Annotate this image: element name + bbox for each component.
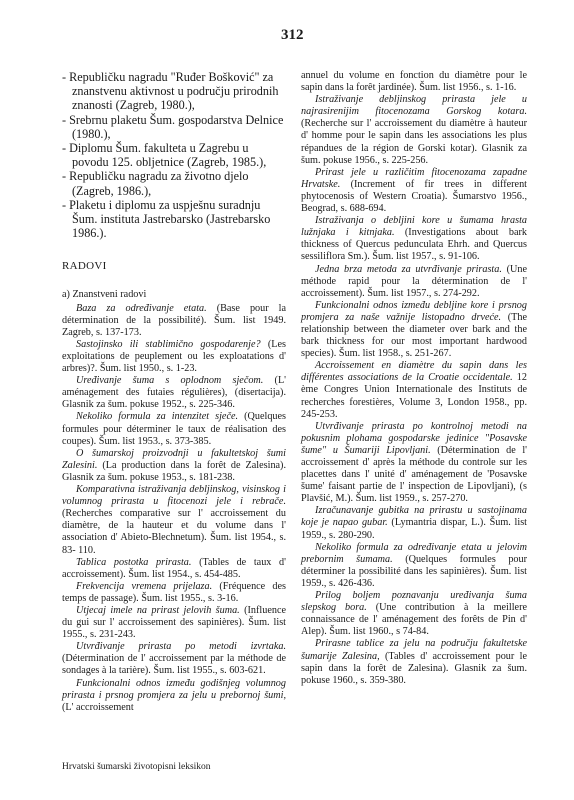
- bibliography-entry: [301, 300, 527, 360]
- award-item: - Plaketu i diplomu za uspješnu suradnju Šum. instituta Jastrebarsko (Jastrebarsko 1986.).: [62, 197, 271, 241]
- entry-title: O šumarskoj proizvodnji u fakultetskoj šumi Zalesini.: [62, 447, 286, 471]
- entry-details: (Une méthode rapid pour la détermination de l' accroissement). Šum. list 1957., s. 274-292.: [301, 263, 527, 299]
- left-column: [62, 70, 286, 714]
- entry-title: Istraživanje debljinskog prirasta jele u najrasirenijim fitocenozama Gorskog kotara.: [301, 94, 527, 118]
- bibliography-entry: [62, 411, 286, 447]
- award-item: - Republičku nagradu za životno djelo (Zagreb, 1986.),: [62, 169, 249, 198]
- award-item: - Diplomu Šum. fakulteta u Zagrebu u povodu 125. obljetnice (Zagreb, 1985.),: [62, 141, 267, 170]
- subsection-heading: a) Znanstveni radovi: [62, 288, 147, 300]
- right-bibliography: [301, 70, 527, 687]
- bibliography-entry: [62, 484, 286, 557]
- entry-title: Istraživanja o debljini kore u šumama hrasta lužnjaka i kitnjaka.: [301, 215, 527, 239]
- entry-details: (Quelques formules pour déterminer la possibilité dans les sapinières). Šum. list 1959., s. 426-436.: [301, 553, 527, 589]
- bibliography-entry: [62, 557, 286, 581]
- entry-title: Funkcionalni odnos između godišnjeg volumnog prirasta i prsnog promjera za jelu u prebornoj šumi,: [62, 677, 286, 701]
- entry-details: (Détermination de l' accroissement par la méthode de sondages à la tarière). Šum. list 1955., s. 603-621.: [62, 653, 286, 677]
- entry-details: (The relationship between the diameter over bark and the bark thickness for our most important hardwood species). Šum. list 1958., s. 251-267.: [301, 311, 527, 360]
- entry-details: (Increment of fir trees in different phytocenosis of Western Croatia). Šumarstvo 1956., Beograd, s. 688-694.: [301, 178, 527, 215]
- entry-title: Prirast jele u različitim fitocenozama zapadne Hrvatske.: [301, 166, 527, 190]
- bibliography-entry: [301, 70, 527, 94]
- entry-title: Jedna brza metoda za utvrđivanje prirasta.: [315, 263, 502, 275]
- entry-details: (L' aménagement des futaies régulières), (disertacija). Glasnik za šum. pokuse 1952., s. 225-346.: [62, 375, 287, 411]
- entry-title: Baza za određivanje etata.: [76, 302, 207, 314]
- entry-details: annuel du volume en fonction du diamètre pour le sapin dans la forêt jardinée). Šum. list 1956., s. 1-16.: [301, 70, 527, 94]
- section-heading: RADOVI: [62, 260, 107, 273]
- right-column: [301, 70, 527, 687]
- bibliography-entry: [301, 590, 527, 638]
- entry-title: Utvrđivanje prirasta po kontrolnoj metodi na pokusnim plohama gospodarske jedinice "Posavske šume" u Šumariji Lipovljani.: [301, 420, 527, 456]
- entry-details: (Influence du gui sur l' accroissement des sapinières). Šum. list 1955., s. 231-243.: [62, 604, 286, 641]
- entry-details: (Détermination de l' accroissement d' après la méthode du controle sur les placettes dans l' unité d' aménagement de 'Posavske šume' faisant partie de l' inspection de Lipovljani), (s Plavšić, M.). Šum. list 1959., s. 257-270.: [301, 444, 527, 505]
- entry-details: 12 ème Congres Union Internationale des Instituts de recherches forestières, Volume 3, London 1958., pp. 245-253.: [301, 372, 527, 420]
- entry-details: (Tables de taux d' accroissement). Šum. list 1954., s. 454-485.: [62, 556, 286, 580]
- entry-title: Nekoliko formula za intenzitet sječe.: [76, 411, 239, 423]
- entry-title: Frekvencija vremena prijelaza.: [76, 580, 213, 592]
- entry-title: Sastojinsko ili stablimično gospodarenje?: [76, 338, 261, 350]
- bibliography-entry: [301, 360, 527, 420]
- bibliography-entry: [301, 167, 527, 215]
- entry-title: Utjecaj imele na prirast jelovih šuma.: [76, 604, 240, 616]
- entry-title: Funkcionalni odnos između debljine kore i prsnog promjera za naše važnije listopadno drveće.: [301, 299, 527, 323]
- bibliography-entry: [301, 94, 527, 167]
- entry-title: Accroissement en diamètre du sapin dans les différentes associations de la Croatie occidentale.: [301, 360, 527, 384]
- entry-title: Uređivanje šuma s oplodnom sječom.: [76, 375, 264, 387]
- entry-details: (Recherches comparative sur l' accroissement du diamètre, de la hauteur et du volume dans l' association d' Abieto-Blechnetum). Šum. list 1954., s. 83- 110.: [62, 508, 286, 556]
- entry-title: Tablica postotka prirasta.: [76, 556, 192, 568]
- bibliography-entry: [62, 605, 286, 641]
- entry-details: (Base pour la détermination de la possibilité). Šum. list 1949. Zagreb, s. 137-173.: [62, 302, 286, 338]
- entry-title: Nekoliko formula za određivanje etata u jelovim prebornim šumama.: [301, 541, 527, 565]
- awards-list: [62, 70, 286, 240]
- bibliography-entry: [62, 303, 286, 339]
- bibliography-entry: [62, 678, 286, 714]
- entry-details: (L' accroissement: [62, 701, 134, 713]
- bibliography-entry: [62, 339, 286, 375]
- entry-title: Komparativna istraživanja debljinskog, visinskog i volumnog prirasta u fitocenozi jele i rebrače.: [62, 484, 286, 508]
- entry-details: (Les exploitations de peuplement ou les exploatations d' arbres)?. Šum. list 1950., s. 1-23.: [62, 338, 286, 375]
- entry-title: Utvrđivanje prirasta po metodi izvrtaka.: [76, 641, 286, 653]
- bibliography-entry: [301, 421, 527, 506]
- entry-details: (La production dans la forêt de Zalesina). Glasnik za šum. pokuse 1953., s. 181-238.: [62, 459, 286, 483]
- entry-details: (Investigations about bark thickness of Quercus pedunculata Ehrh. and Quercus sessiliflora Sm.). Šum. list 1957., s. 91-106.: [301, 227, 527, 263]
- entry-title: Prirasne tablice za jelu na području fakultetske šumarije Zalesina,: [301, 638, 527, 662]
- page-number: 312: [281, 27, 304, 43]
- entry-details: (Recherche sur l' accroissement du diamètre à hauteur d' homme pour le sapin dans les associations les plus répandues de la région de Gorski kotar). Glasnik za šum. pokuse 1956., s. 225-256.: [301, 118, 527, 166]
- entry-title: Prilog boljem poznavanju uređivanja šuma slepskog bora.: [301, 590, 527, 614]
- entry-title: Izračunavanje gubitka na prirastu u sastojinama koje je napao gubar.: [301, 505, 527, 529]
- left-bibliography: [62, 303, 286, 714]
- entry-details: (Lymantria dispar, L.). Šum. list 1959., s. 280-290.: [301, 517, 527, 541]
- footer-text: Hrvatski šumarski životopisni leksikon: [62, 762, 211, 772]
- bibliography-entry: [62, 641, 286, 677]
- bibliography-entry: [301, 542, 527, 590]
- entry-details: (Quelques formules pour déterminer le taux de réalisation des coupes). Šum. list 1953., s. 373-385.: [62, 411, 286, 447]
- award-item: - Republičku nagradu "Ruđer Bošković" za znanstvenu aktivnost u području prirodnih znanosti (Zagreb, 1980.),: [62, 70, 279, 113]
- bibliography-entry: [301, 215, 527, 263]
- bibliography-entry: [62, 581, 286, 605]
- bibliography-entry: [62, 448, 286, 484]
- entry-details: (Tables d' accroissement pour le sapin dans la forêt de Zalesina). Glasnik za šum. pokuse 1960., s. 359-380.: [301, 650, 527, 686]
- bibliography-entry: [301, 264, 527, 300]
- bibliography-entry: [62, 375, 286, 411]
- bibliography-entry: [301, 505, 527, 541]
- bibliography-entry: [301, 638, 527, 686]
- award-item: - Srebrnu plaketu Šum. gospodarstva Delnice (1980.),: [62, 112, 284, 141]
- entry-details: (Fréquence des temps de passage). Šum. list 1955., s. 3-16.: [62, 580, 287, 604]
- entry-details: (Une contribution à la meillere connaissance de l' aménagement des forêts de Pin d' Alep). Šum. list 1960., s 74-84.: [301, 602, 527, 638]
